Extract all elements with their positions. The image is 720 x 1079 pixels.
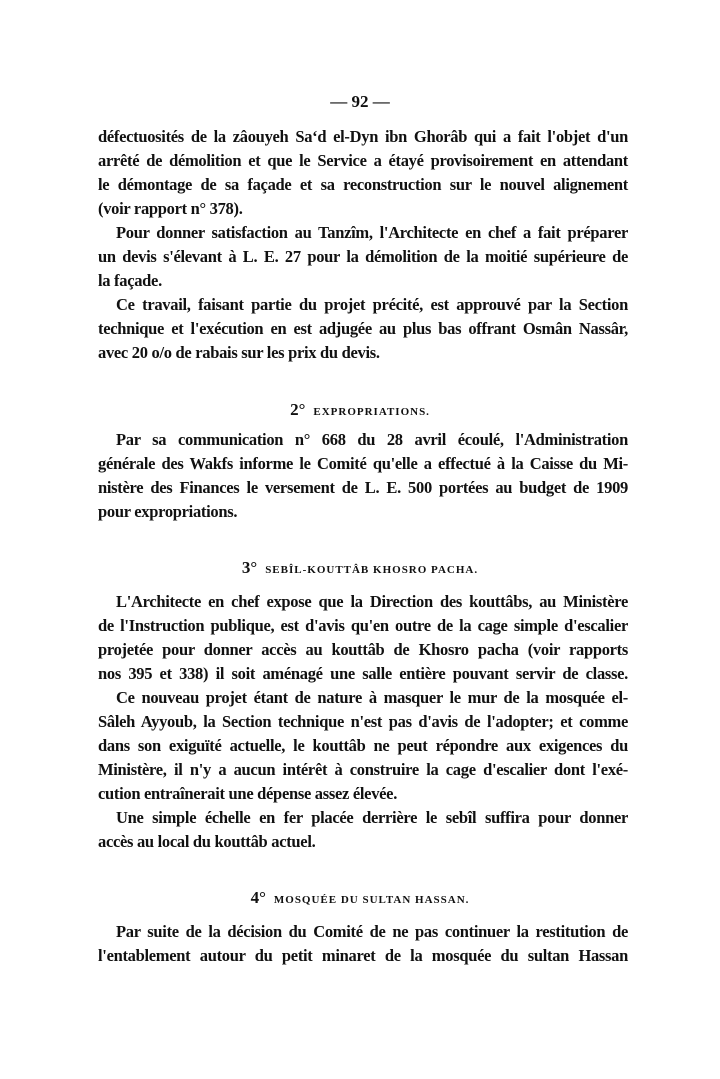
text-line: technique et l'exécution en est adjugée au plus bas offrant Osmân Nassâr, — [98, 319, 628, 338]
section-number: 4° — [250, 888, 266, 907]
text-line: Sâleh Ayyoub, la Section technique n'est pas d'avis de l'adopter; et comme — [98, 712, 628, 731]
text-line: défectuosités de la zâouyeh Sa‘d el-Dyn ibn Ghorâb qui a fait l'objet d'un — [98, 127, 628, 146]
text-line: Ministère, il n'y a aucun intérêt à construire la cage d'escalier dont l'exé- — [98, 760, 628, 779]
text-line: avec 20 o/o de rabais sur les prix du devis. — [98, 343, 380, 362]
text-line: projetée pour donner accès au kouttâb de Khosro pacha (voir rapports — [98, 640, 628, 659]
text-line: générale des Wakfs informe le Comité qu'elle a effectué à la Caisse du Mi- — [98, 454, 628, 473]
section-title: MOSQUÉE DU SULTAN HASSAN. — [273, 894, 470, 906]
section-number: 2° — [290, 400, 306, 419]
text-line: cution entraînerait une dépense assez élevée. — [98, 784, 398, 803]
text-line: accès au local du kouttâb actuel. — [98, 832, 316, 851]
page-number: — 92 — — [330, 92, 390, 111]
text-line: L'Architecte en chef expose que la Direction des kouttâbs, au Ministère — [116, 592, 628, 611]
text-line: Par sa communication n° 668 du 28 avril écoulé, l'Administration — [116, 430, 628, 449]
text-line: nistère des Finances le versement de L. E. 500 portées au budget de 1909 — [98, 478, 628, 497]
section-heading — [0, 558, 720, 578]
text-line: Par suite de la décision du Comité de ne pas continuer la restitution de — [116, 922, 628, 941]
section-number: 3° — [241, 558, 258, 577]
text-line: pour expropriations. — [98, 502, 238, 521]
section-heading — [0, 400, 720, 420]
text-line: Pour donner satisfaction au Tanzîm, l'Architecte en chef a fait préparer — [116, 223, 628, 242]
text-line: le démontage de sa façade et sa reconstruction sur le nouvel alignement — [98, 175, 628, 194]
section-title: EXPROPRIATIONS. — [313, 406, 430, 418]
text-line: de l'Instruction publique, est d'avis qu'en outre de la cage simple d'escalier — [98, 616, 628, 635]
section-title: SEBÎL-KOUTTÂB KHOSRO PACHA. — [265, 564, 479, 576]
text-line: Une simple échelle en fer placée derrière le sebîl suffira pour donner — [116, 808, 628, 827]
text-line: Ce travail, faisant partie du projet précité, est approuvé par la Section — [116, 295, 628, 314]
text-line: l'entablement autour du petit minaret de la mosquée du sultan Hassan — [98, 946, 628, 965]
section-heading — [0, 888, 720, 908]
text-line: (voir rapport n° 378). — [98, 199, 243, 218]
text-line: dans son exiguïté actuelle, le kouttâb ne peut répondre aux exigences du — [98, 736, 628, 755]
text-line: Ce nouveau projet étant de nature à masquer le mur de la mosquée el- — [116, 688, 628, 707]
text-line: nos 395 et 338) il soit aménagé une salle entière pouvant servir de classe. — [98, 664, 628, 683]
text-line: la façade. — [98, 271, 162, 290]
text-line: arrêté de démolition et que le Service a étayé provisoirement en attendant — [98, 151, 628, 170]
text-line: un devis s'élevant à L. E. 27 pour la démolition de la moitié supérieure de — [98, 247, 628, 266]
